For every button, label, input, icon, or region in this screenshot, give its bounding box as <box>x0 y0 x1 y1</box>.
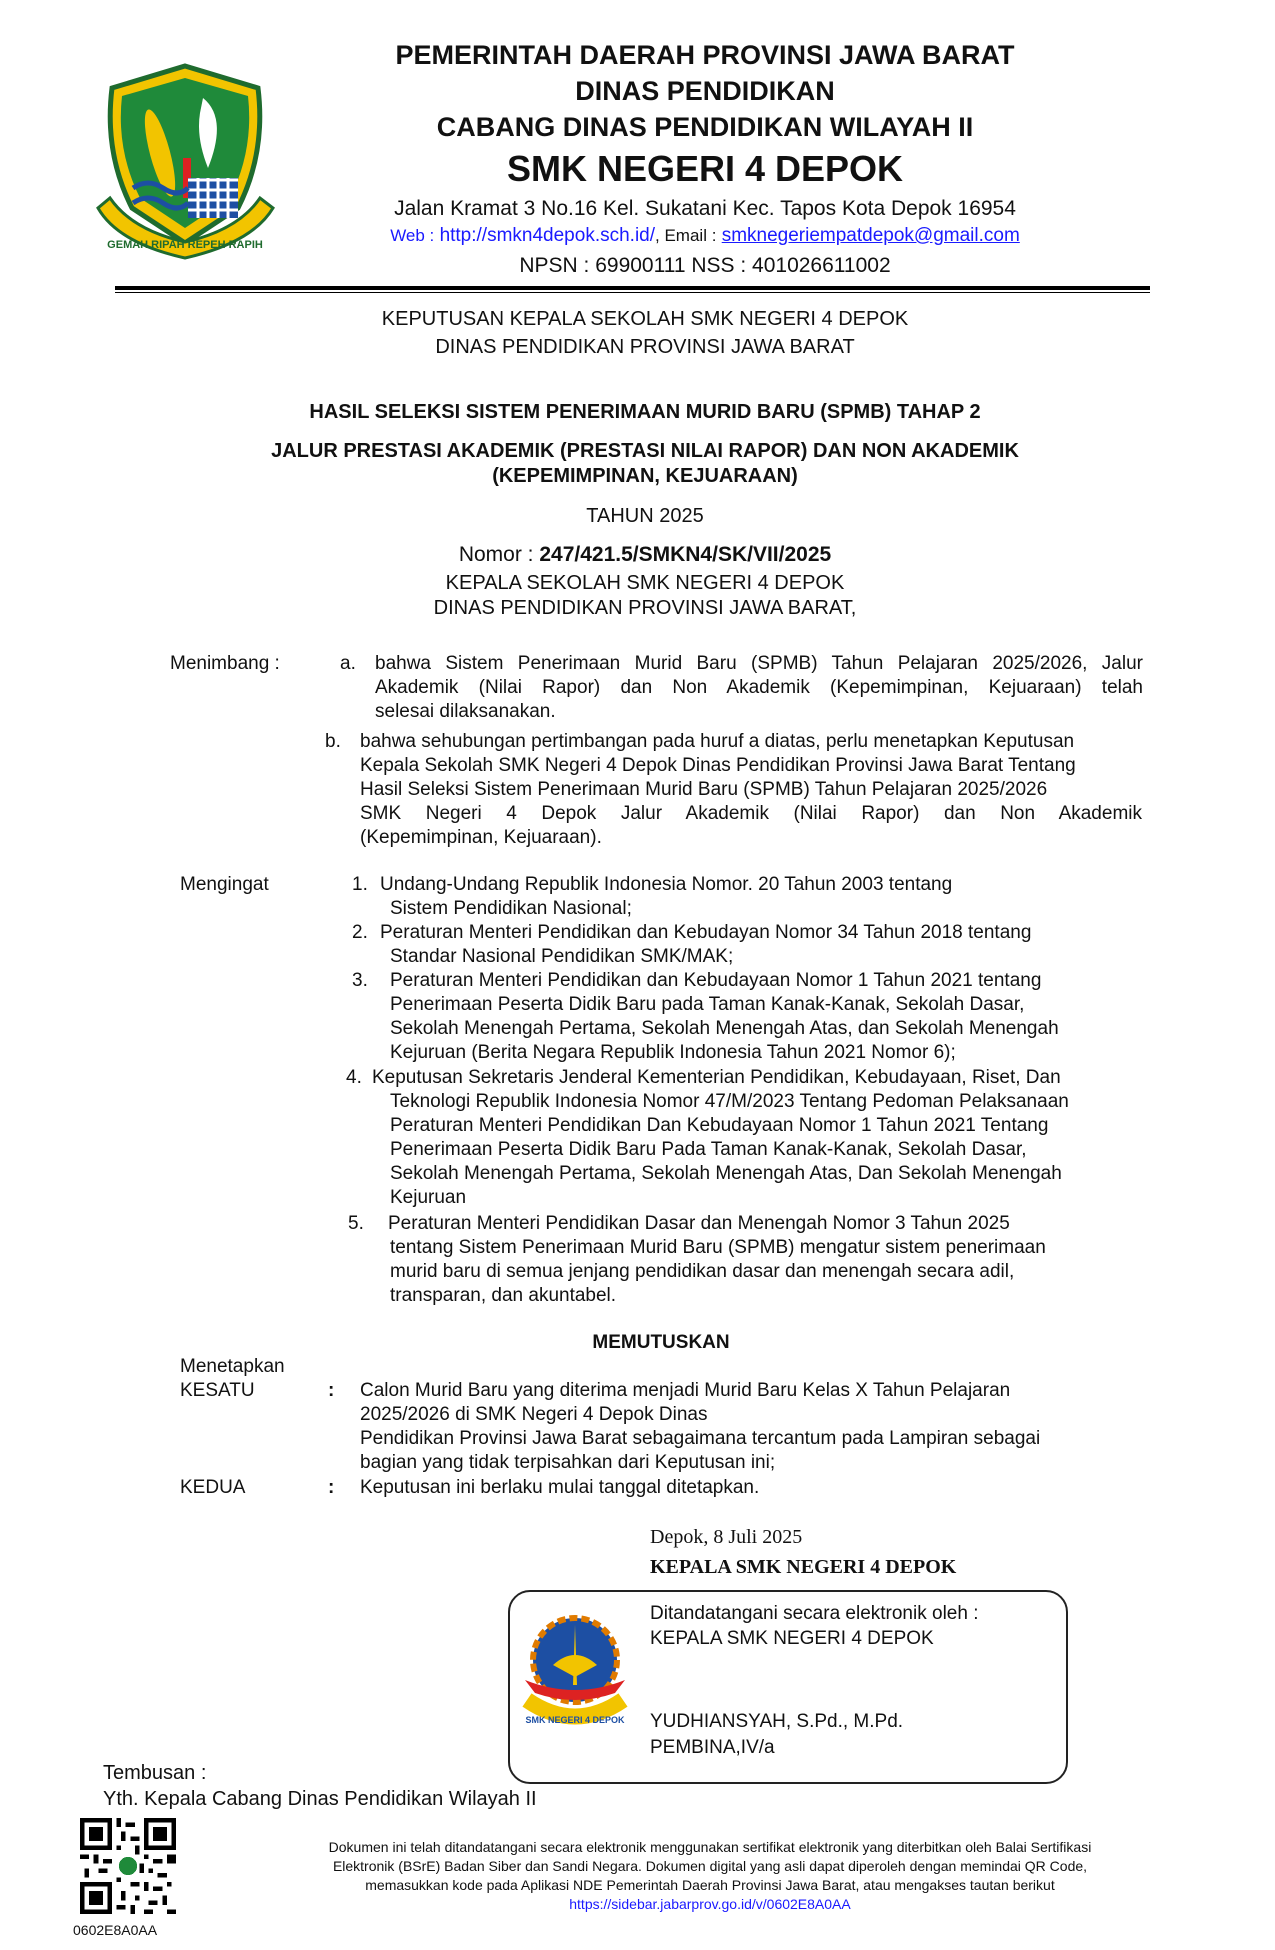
header-address: Jalan Kramat 3 No.16 Kel. Sukatani Kec. Tapos Kota Depok 16954 <box>394 197 1016 220</box>
text-line: (Kepemimpinan, Kejuaraan). <box>360 827 602 848</box>
text-line: tentang Sistem Penerimaan Murid Baru (SPMB) mengatur sistem penerimaan <box>390 1237 1046 1258</box>
menimbang-b-marker: b. <box>325 731 341 752</box>
mengingat-4-marker: 4. <box>346 1067 362 1088</box>
text-line: Kejuruan <box>390 1187 467 1208</box>
text-line: Penerimaan Peserta Didik Baru Pada Taman Kanak-Kanak, Sekolah Dasar, <box>390 1139 1027 1160</box>
text-line: Calon Murid Baru yang diterima menjadi Murid Baru Kelas X Tahun Pelajaran <box>360 1380 1011 1401</box>
menetapkan-label: Menetapkan <box>180 1356 285 1377</box>
decree-subject-3: (KEPEMIMPINAN, KEJUARAAN) <box>492 465 798 487</box>
text-line: Pendidikan Provinsi Jawa Barat sebagaimana tercantum pada Lampiran sebagai <box>360 1428 1041 1449</box>
kesatu-colon: : <box>328 1380 335 1401</box>
decree-number-value: 247/421.5/SMKN4/SK/VII/2025 <box>539 543 832 566</box>
header-government: PEMERINTAH DAERAH PROVINSI JAWA BARAT <box>395 40 1015 70</box>
decree-subject-1: HASIL SELEKSI SISTEM PENERIMAAN MURID BARU (SPMB) TAHAP 2 <box>309 401 981 423</box>
menimbang-a-text <box>375 652 1143 724</box>
text-line: Peraturan Menteri Pendidikan dan Kebudayaan Nomor 1 Tahun 2021 tentang <box>390 970 1042 991</box>
signer-rank: PEMBINA,IV/a <box>650 1737 775 1758</box>
text-line: bahwa sehubungan pertimbangan pada huruf a diatas, perlu menetapkan Keputusan <box>360 731 1075 752</box>
text-line: Peraturan Menteri Pendidikan Dan Kebudayaan Nomor 1 Tahun 2021 Tentang <box>390 1115 1049 1136</box>
text-line: bahwa Sistem Penerimaan Murid Baru (SPMB) Tahun Pelajaran 2025/2026, Jalur <box>375 653 1143 674</box>
decree-issuer-1: KEPALA SEKOLAH SMK NEGERI 4 DEPOK <box>445 572 845 594</box>
decree-number-label: Nomor : <box>458 543 534 566</box>
kesatu-label: KESATU <box>180 1380 255 1401</box>
kedua-text: Keputusan ini berlaku mulai tanggal ditetapkan. <box>360 1477 760 1498</box>
decree-subject-2: JALUR PRESTASI AKADEMIK (PRESTASI NILAI RAPOR) DAN NON AKADEMIK <box>271 440 1019 462</box>
text-line: bagian yang tidak terpisahkan dari Keputusan ini; <box>360 1452 776 1473</box>
text-line: Penerimaan Peserta Didik Baru pada Taman Kanak-Kanak, Sekolah Dasar, <box>390 994 1025 1015</box>
text-line: murid baru di semua jenjang pendidikan dasar dan menengah secara adil, <box>390 1261 1015 1282</box>
header-contact <box>250 225 1160 247</box>
mengingat-1-line: Undang-Undang Republik Indonesia Nomor. 20 Tahun 2003 tentang <box>380 874 953 895</box>
mengingat-4-line: Keputusan Sekretaris Jenderal Kementerian Pendidikan, Kebudayaan, Riset, Dan <box>372 1067 1061 1088</box>
footer-line: memasukkan kode pada Aplikasi NDE Pemerintah Daerah Provinsi Jawa Barat, atau mengakses tautan berikut <box>365 1877 1055 1893</box>
mengingat-5-line: Peraturan Menteri Pendidikan Dasar dan Menengah Nomor 3 Tahun 2025 <box>388 1213 1010 1234</box>
svg-text:GEMAH RIPAH REPEH RAPIH: GEMAH RIPAH REPEH RAPIH <box>107 239 263 251</box>
header-rule-thin <box>115 292 1150 293</box>
decree-title-1: KEPUTUSAN KEPALA SEKOLAH SMK NEGERI 4 DEPOK <box>381 308 909 330</box>
mengingat-5-marker: 5. <box>348 1213 364 1234</box>
kesatu-text <box>360 1379 1150 1475</box>
decree-year: TAHUN 2025 <box>586 505 704 527</box>
header-npsn: NPSN : 69900111 NSS : 401026611002 <box>519 254 891 277</box>
header-rule-thick <box>115 286 1150 290</box>
decree-number <box>0 543 1275 567</box>
qr-code-label: 0602E8A0AA <box>73 1922 158 1938</box>
text-line: transparan, dan akuntabel. <box>390 1285 617 1306</box>
menimbang-label: Menimbang : <box>170 653 280 674</box>
svg-text:SMK NEGERI 4 DEPOK: SMK NEGERI 4 DEPOK <box>525 1715 625 1725</box>
tembusan-label: Tembusan : <box>103 1762 207 1784</box>
mengingat-1-line: Sistem Pendidikan Nasional; <box>390 898 632 919</box>
web-label: Web : <box>390 226 435 245</box>
text-line: Hasil Seleksi Sistem Penerimaan Murid Baru (SPMB) Tahun Pelajaran 2025/2026 <box>360 779 1048 800</box>
text-line: 2025/2026 di SMK Negeri 4 Depok Dinas <box>360 1404 708 1425</box>
text-line: Kepala Sekolah SMK Negeri 4 Depok Dinas Pendidikan Provinsi Jawa Barat Tentang <box>360 755 1076 776</box>
header-branch: CABANG DINAS PENDIDIKAN WILAYAH II <box>436 112 974 142</box>
mengingat-label: Mengingat <box>180 874 269 895</box>
web-link[interactable]: http://smkn4depok.sch.id/ <box>439 225 656 246</box>
text-line: selesai dilaksanakan. <box>375 701 556 722</box>
kedua-colon: : <box>328 1477 335 1498</box>
mengingat-5-text <box>390 1236 1145 1308</box>
sign-place-date: Depok, 8 Juli 2025 <box>650 1526 803 1548</box>
text-line: SMK Negeri 4 Depok Jalur Akademik (Nilai Rapor) dan Non Akademik <box>360 803 1142 824</box>
header-school: SMK NEGERI 4 DEPOK <box>506 148 904 189</box>
mengingat-3-marker: 3. <box>352 970 368 991</box>
esign-note: Ditandatangani secara elektronik oleh : <box>650 1603 979 1624</box>
menimbang-a-marker: a. <box>340 653 356 674</box>
tembusan-item: Yth. Kepala Cabang Dinas Pendidikan Wilayah II <box>103 1788 537 1810</box>
text-line: Sekolah Menengah Pertama, Sekolah Menengah Atas, Dan Sekolah Menengah <box>390 1163 1062 1184</box>
esign-title: KEPALA SMK NEGERI 4 DEPOK <box>650 1628 934 1649</box>
email-label: , Email : <box>655 226 717 245</box>
footer-url-link[interactable]: https://sidebar.jabarprov.go.id/v/0602E8A0AA <box>569 1896 851 1912</box>
decree-issuer-2: DINAS PENDIDIKAN PROVINSI JAWA BARAT, <box>433 597 857 619</box>
footer-note <box>205 1838 1215 1914</box>
text-line: Sekolah Menengah Pertama, Sekolah Menengah Atas, dan Sekolah Menengah <box>390 1018 1059 1039</box>
text-line: Teknologi Republik Indonesia Nomor 47/M/2023 Tentang Pedoman Pelaksanaan <box>390 1091 1069 1112</box>
footer-line: Dokumen ini telah ditandatangani secara elektronik menggunakan sertifikat elektronik yang diterbitkan oleh Balai Sertifikasi <box>328 1839 1092 1855</box>
mengingat-1-marker: 1. <box>352 874 368 895</box>
text-line: Akademik (Nilai Rapor) dan Non Akademik (Kepemimpinan, Kejuaraan) telah <box>375 677 1143 698</box>
memutuskan-heading: MEMUTUSKAN <box>592 1332 730 1353</box>
mengingat-2-marker: 2. <box>352 922 368 943</box>
mengingat-4-text <box>390 1090 1145 1210</box>
signer-name: YUDHIANSYAH, S.Pd., M.Pd. <box>650 1711 904 1732</box>
kedua-label: KEDUA <box>180 1477 246 1498</box>
header-agency: DINAS PENDIDIKAN <box>575 76 835 106</box>
email-link[interactable]: smknegeriempatdepok@gmail.com <box>721 225 1020 246</box>
sign-title: KEPALA SMK NEGERI 4 DEPOK <box>650 1556 957 1578</box>
mengingat-2-line: Standar Nasional Pendidikan SMK/MAK; <box>390 946 734 967</box>
decree-title-2: DINAS PENDIDIKAN PROVINSI JAWA BARAT <box>435 336 855 358</box>
mengingat-3-text <box>390 969 1145 1065</box>
qr-code[interactable] <box>80 1818 176 1914</box>
menimbang-b-text <box>360 730 1142 850</box>
text-line: Kejuruan (Berita Negara Republik Indonesia Tahun 2021 Nomor 6); <box>390 1042 956 1063</box>
footer-line: Elektronik (BSrE) Badan Siber dan Sandi Negara. Dokumen digital yang asli dapat diperoleh dengan memindai QR Code, <box>332 1858 1088 1874</box>
school-seal <box>515 1605 635 1740</box>
mengingat-2-line: Peraturan Menteri Pendidikan dan Kebudayan Nomor 34 Tahun 2018 tentang <box>380 922 1032 943</box>
